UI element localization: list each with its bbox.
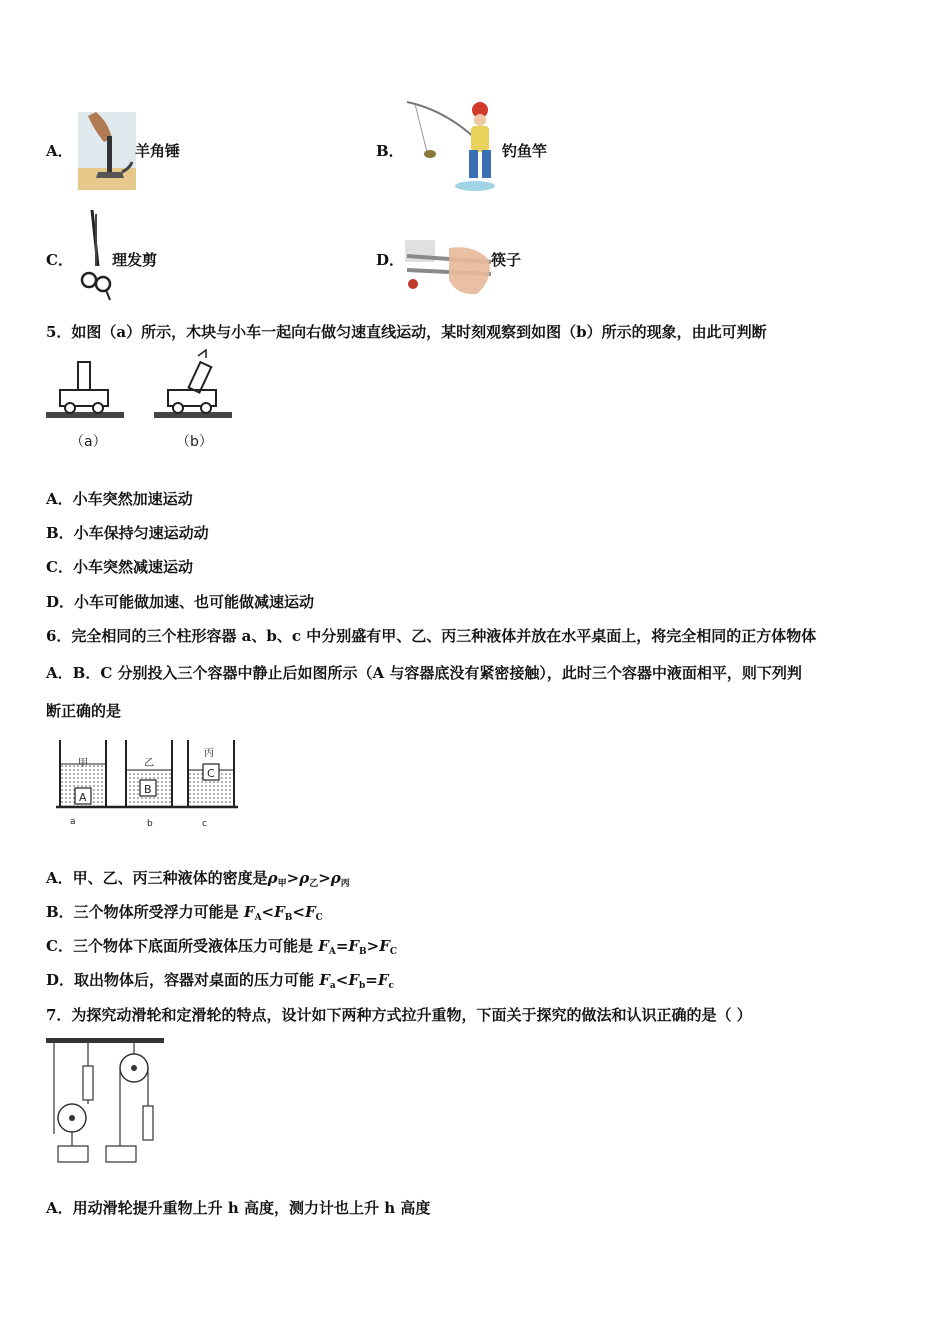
q7-stem: 7．为探究动滑轮和定滑轮的特点，设计如下两种方式拉升重物，下面关于探究的做法和认识正确的是（ ） xyxy=(46,1006,752,1024)
q6-figure-containers xyxy=(56,736,238,830)
fig-label-a: （a） xyxy=(70,434,107,450)
block-label-a: A xyxy=(79,791,87,804)
q5-option-d: D．小车可能做加速、也可能做减速运动 xyxy=(46,593,315,611)
fig-label-b: （b） xyxy=(176,434,213,450)
block-label-c: C xyxy=(207,767,215,780)
container-label-a: a xyxy=(70,817,76,827)
q6-option-b: B．三个物体所受浮力可能是 $F_A<F_B<F_C$ xyxy=(46,903,323,923)
q6-stem-line3: 断正确的是 xyxy=(46,702,122,720)
q5-option-b: B．小车保持匀速运动动 xyxy=(46,524,209,542)
option-text: 钓鱼竿 xyxy=(502,142,548,160)
block-label-b: B xyxy=(144,783,152,796)
q7-figure-pulleys xyxy=(46,1036,166,1168)
option-text: 筷子 xyxy=(491,251,522,269)
option-label: C． xyxy=(46,251,73,269)
q6-option-c: C．三个物体下底面所受液体压力可能是 $F_A=F_B>F_C$ xyxy=(46,937,398,957)
q5-option-c: C．小车突然减速运动 xyxy=(46,558,193,576)
q5-figure-cart xyxy=(46,350,241,462)
option-text: 理发剪 xyxy=(112,251,158,269)
option-text: 羊角锤 xyxy=(135,142,181,160)
option-label: B． xyxy=(376,142,404,160)
liquid-label-bing: 丙 xyxy=(204,748,214,759)
container-label-c: c xyxy=(202,819,207,829)
option-label: D． xyxy=(376,251,405,269)
container-label-b: b xyxy=(147,819,153,829)
q7-option-a: A．用动滑轮提升重物上升 h 高度，测力计也上升 h 高度 xyxy=(46,1199,431,1217)
chopsticks-icon xyxy=(405,240,493,298)
hammer-icon xyxy=(78,112,136,190)
q6-stem-line1: 6．完全相同的三个柱形容器 a、b、c 中分别盛有甲、乙、丙三种液体并放在水平桌面上，将完全相同的正方体物体 xyxy=(46,627,817,645)
q5-option-a: A．小车突然加速运动 xyxy=(46,490,193,508)
option-label: A． xyxy=(46,142,73,160)
q6-option-a: A．甲、乙、丙三种液体的密度是$\rho_甲>\rho_乙>\rho_丙$ xyxy=(46,869,350,889)
q6-stem-line2: A．B．C 分别投入三个容器中静止后如图所示（A 与容器底没有紧密接触），此时三个容器中液面相平，则下列判 xyxy=(46,664,802,682)
q5-stem: 5．如图（a）所示，木块与小车一起向右做匀速直线运动，某时刻观察到如图（b）所示的现象，由此可判断 xyxy=(46,323,767,341)
liquid-label-yi: 乙 xyxy=(144,758,154,769)
scissors-icon xyxy=(78,210,114,302)
q6-option-d: D．取出物体后，容器对桌面的压力可能 $F_a<F_b=F_c$ xyxy=(46,971,394,991)
liquid-label-jia: 甲 xyxy=(78,758,88,769)
fishing-rod-icon xyxy=(405,100,500,192)
